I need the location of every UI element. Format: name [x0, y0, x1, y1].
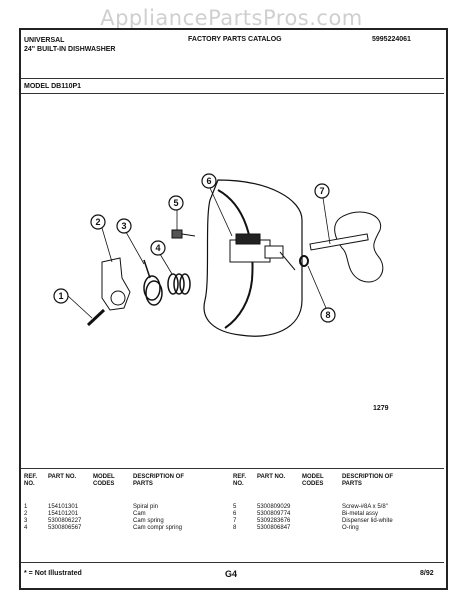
table-row	[24, 518, 203, 525]
cell-desc: Cam spring	[133, 518, 164, 524]
table-header-row	[233, 474, 412, 488]
parts-table-left	[24, 474, 203, 532]
callout-label-3: 3	[121, 221, 127, 231]
cell-model	[302, 511, 342, 518]
watermark: AppliancePartsPros.com	[100, 6, 363, 30]
o-ring-part	[300, 256, 308, 266]
footnote: * = Not Illustrated	[24, 570, 82, 577]
print-date: 8/92	[420, 570, 434, 577]
brand-name: UNIVERSAL	[24, 37, 65, 44]
cell-desc: Screw-#8A x 5/8"	[342, 504, 388, 510]
model-divider	[21, 93, 444, 94]
screw-part	[172, 230, 195, 238]
table-row	[24, 525, 203, 532]
cell-ref: 2	[24, 511, 28, 517]
cell-desc: Cam compr spring	[133, 525, 183, 531]
callout-label-2: 2	[95, 217, 101, 227]
cell-desc: O-ring	[342, 525, 359, 531]
spiral-pin-part	[88, 310, 104, 325]
cell-model	[302, 525, 342, 532]
col-ref-header: REF. NO.	[24, 474, 38, 487]
page-number: G4	[225, 569, 238, 579]
cell-part: 154101301	[48, 504, 79, 510]
cell-model	[93, 518, 133, 525]
col-ref-header: REF. NO.	[233, 474, 247, 487]
cell-desc: Bi-metal assy	[342, 511, 379, 517]
header-brand-block	[24, 36, 115, 54]
table-divider	[21, 468, 444, 469]
cell-ref: 5	[233, 504, 237, 510]
table-row	[233, 504, 412, 511]
col-part-header: PART NO.	[48, 474, 77, 480]
cell-ref: 6	[233, 511, 237, 517]
cell-model	[302, 518, 342, 525]
col-part-header: PART NO.	[257, 474, 286, 480]
cell-part: 5300806227	[48, 518, 82, 524]
cam-spring-part	[144, 260, 162, 305]
cell-ref: 8	[233, 525, 237, 531]
cam-part	[102, 258, 130, 310]
cell-model	[93, 525, 133, 532]
figure-number: 1279	[373, 405, 389, 412]
col-desc-header: DESCRIPTION OF PARTS	[342, 474, 394, 487]
cell-model	[93, 511, 133, 518]
table-header-row	[24, 474, 203, 488]
col-model-header: MODEL CODES	[93, 474, 115, 487]
cell-model	[302, 504, 342, 511]
callout-label-5: 5	[173, 198, 179, 208]
footer-divider	[21, 562, 444, 563]
cam-compr-spring-part	[168, 274, 190, 294]
model-label: MODEL DB110P1	[24, 83, 82, 90]
exploded-parts-diagram	[40, 160, 430, 370]
dispenser-lid-part	[310, 212, 383, 282]
cell-ref: 4	[24, 525, 28, 531]
cell-ref: 3	[24, 518, 28, 524]
catalog-title: FACTORY PARTS CATALOG	[188, 36, 282, 43]
col-desc-header: DESCRIPTION OF PARTS	[133, 474, 185, 487]
cell-part: 5300806567	[48, 525, 82, 531]
table-row	[24, 511, 203, 518]
bimetal-assembly	[230, 234, 295, 270]
cell-part: 5300806847	[257, 525, 291, 531]
cell-part: 5300809774	[257, 511, 291, 517]
callout-label-6: 6	[206, 176, 212, 186]
cell-desc: Cam	[133, 511, 146, 517]
cell-ref: 7	[233, 518, 237, 524]
table-row	[24, 504, 203, 511]
table-row	[233, 525, 412, 532]
cell-part: 5300809029	[257, 504, 291, 510]
table-row	[233, 518, 412, 525]
callout-label-1: 1	[58, 291, 64, 301]
col-model-header: MODEL CODES	[302, 474, 324, 487]
cell-ref: 1	[24, 504, 28, 510]
cell-desc: Dispenser lid-white	[342, 518, 393, 524]
product-name: 24" BUILT-IN DISHWASHER	[24, 46, 116, 53]
catalog-number: 5995224061	[372, 36, 411, 43]
cell-desc: Spiral pin	[133, 504, 159, 510]
cell-model	[93, 504, 133, 511]
parts-table-right	[233, 474, 412, 532]
cell-part: 5309283676	[257, 518, 291, 524]
header-divider	[21, 78, 444, 79]
callout-label-4: 4	[155, 243, 161, 253]
callout-label-7: 7	[319, 186, 325, 196]
table-row	[233, 511, 412, 518]
cell-part: 154101201	[48, 511, 79, 517]
callout-label-8: 8	[325, 310, 331, 320]
